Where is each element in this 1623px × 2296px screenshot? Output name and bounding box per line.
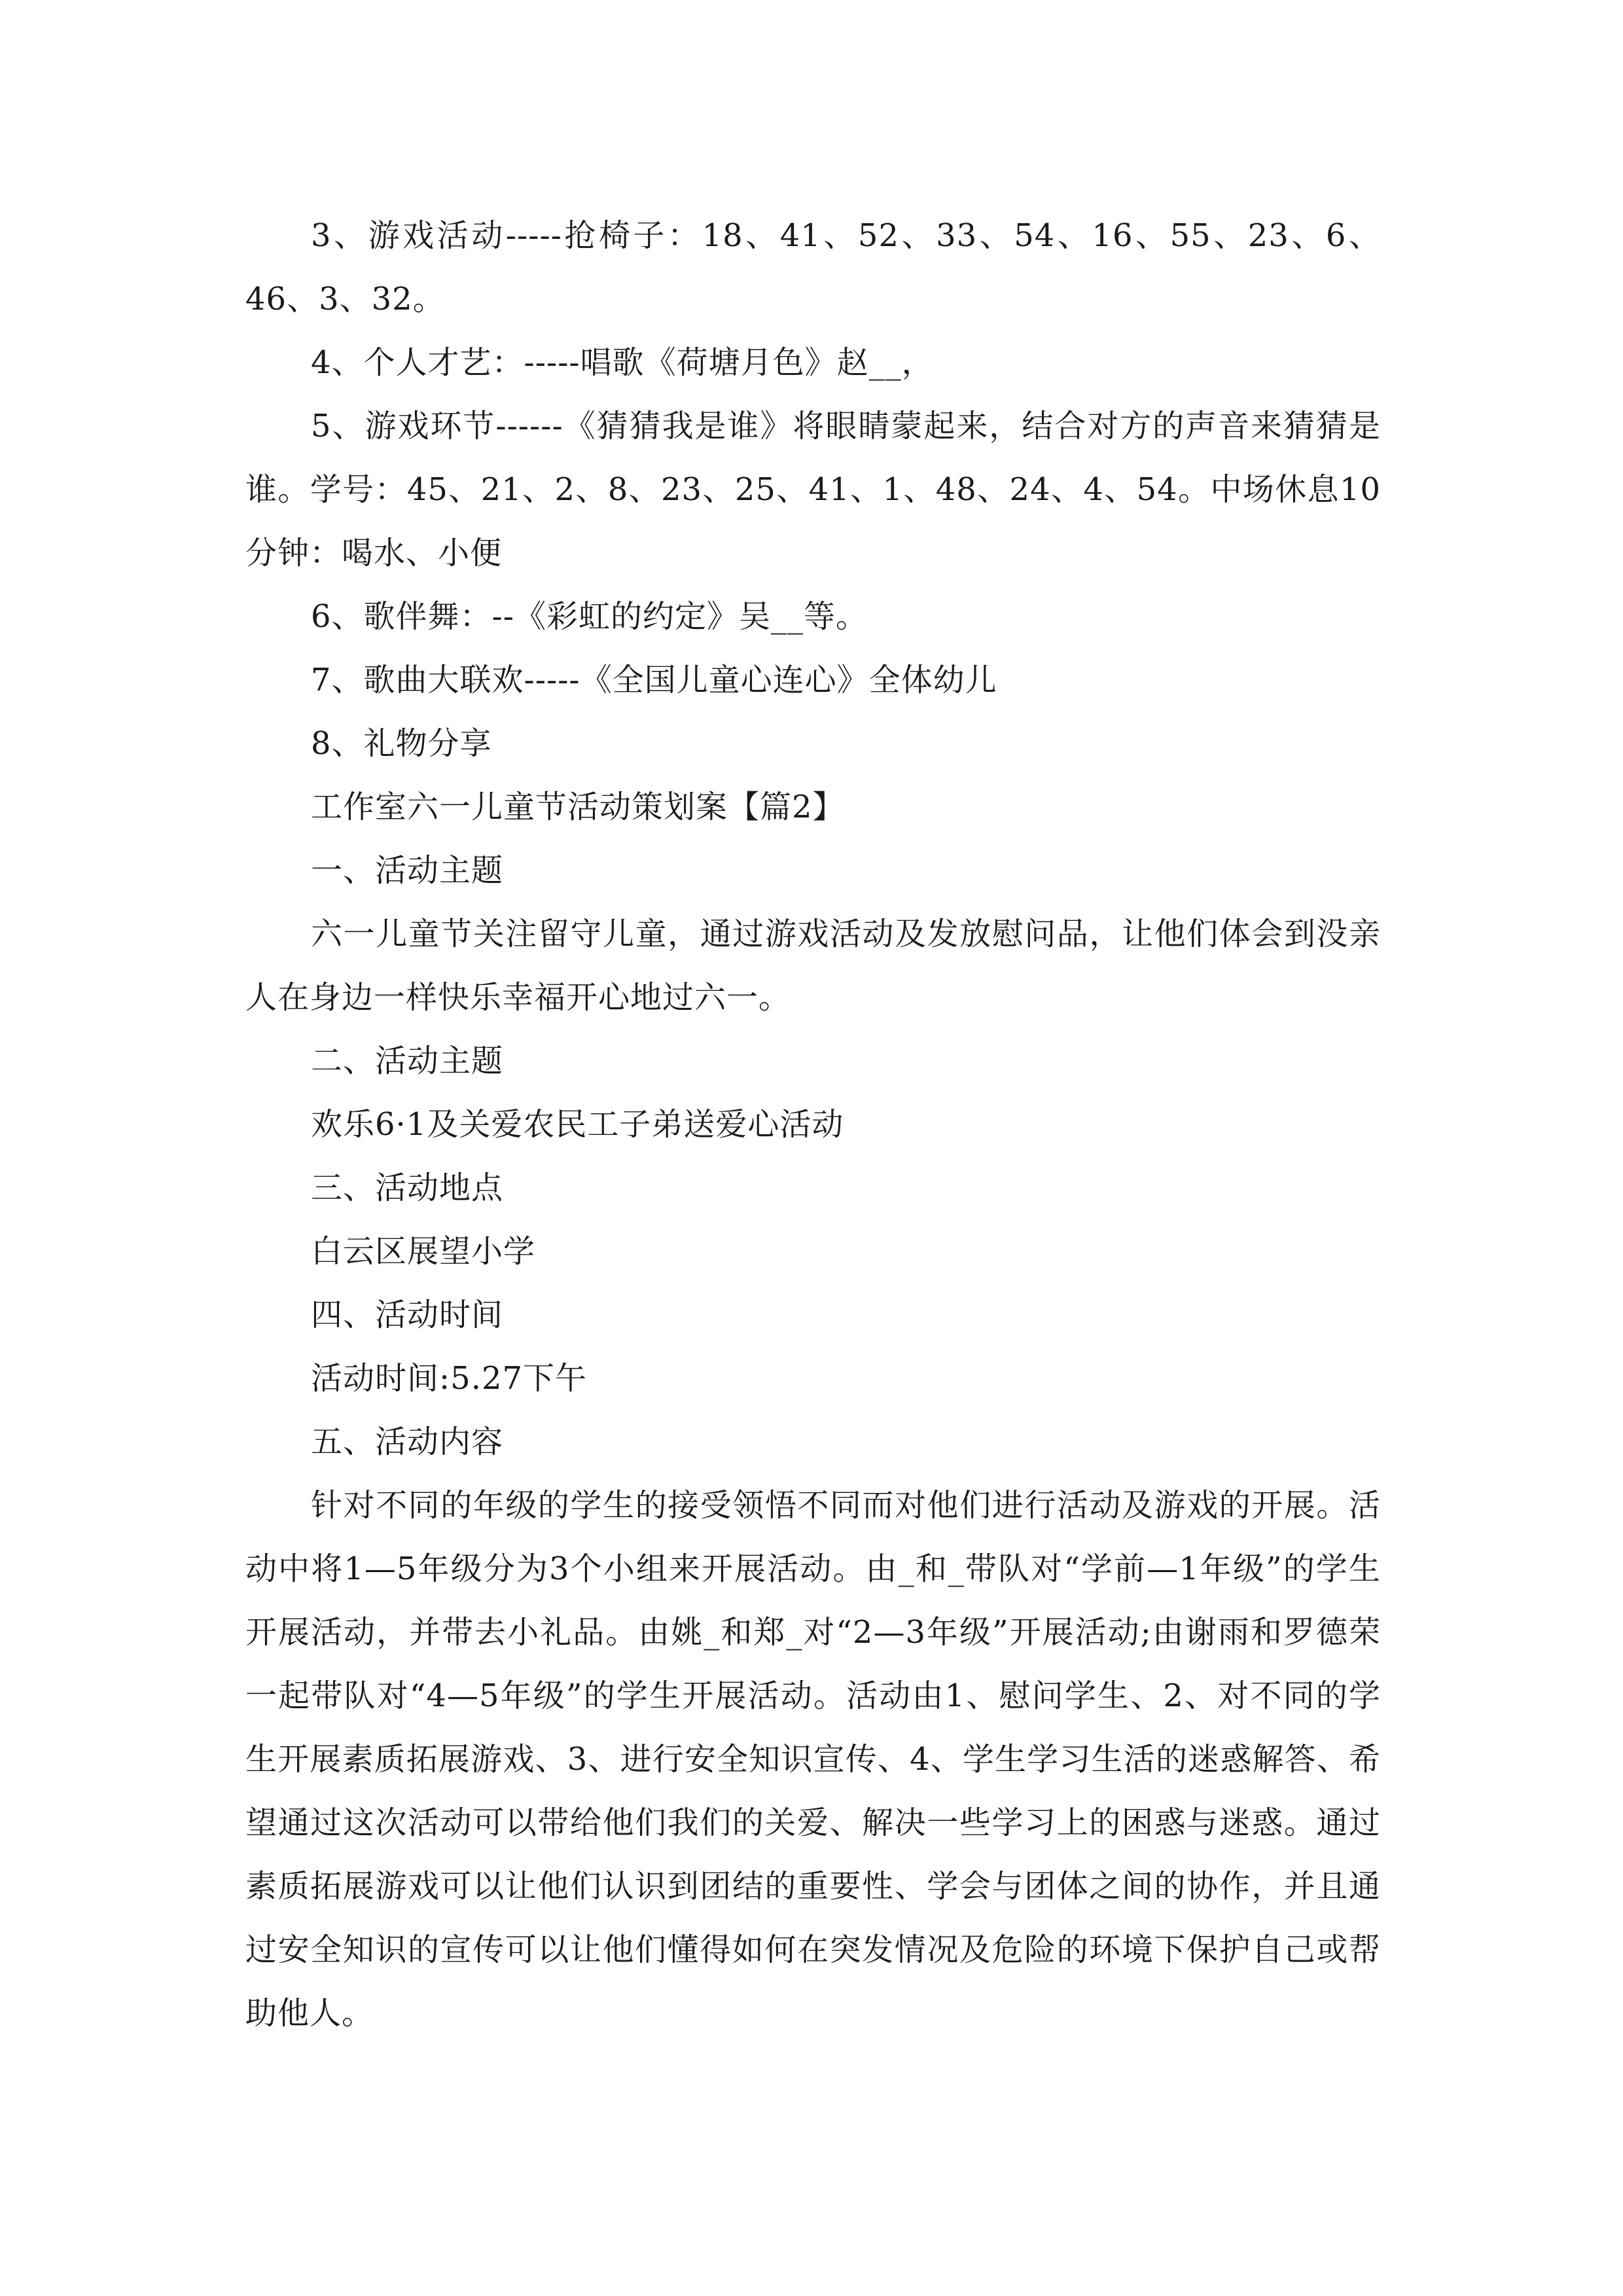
section-5-heading: 五、活动内容	[311, 1424, 504, 1460]
document-body	[245, 204, 1381, 2045]
section-4-body: 活动时间:5.27下午	[311, 1360, 588, 1397]
section-2-heading: 二、活动主题	[311, 1043, 504, 1079]
item-3-game-chairs: 3、游戏活动-----抢椅子：18、41、52、33、54、16、55、23、6、46、3、32。	[245, 217, 1381, 317]
item-8-gift-sharing: 8、礼物分享	[311, 725, 492, 762]
section-1-heading: 一、活动主题	[311, 852, 504, 889]
article-title: 工作室六一儿童节活动策划案【篇2】	[311, 789, 845, 825]
item-4-talent: 4、个人才艺：-----唱歌《荷塘月色》赵__，	[311, 344, 934, 381]
item-6-song-dance: 6、歌伴舞：--《彩虹的约定》吴__等。	[311, 598, 868, 635]
item-5-guess-game: 5、游戏环节------《猜猜我是谁》将眼睛蒙起来，结合对方的声音来猜猜是谁。学号：45、21、2、8、23、25、41、1、48、24、4、54。中场休息10分钟：喝水、小便	[245, 408, 1381, 571]
section-5-body: 针对不同的年级的学生的接受领悟不同而对他们进行活动及游戏的开展。活动中将1—5年级分为3个小组来开展活动。由_和_带队对“学前—1年级”的学生开展活动，并带去小礼品。由姚_和郑_对“2—3年级”开展活动;由谢雨和罗德荣一起带队对“4—5年级”的学生开展活动。活动由1、慰问学生、2、对不同的学生开展素质拓展游戏、3、进行安全知识宣传、4、学生学习生活的迷惑解答、希望通过这次活动可以带给他们我们的关爱、解决一些学习上的困惑与迷惑。通过素质拓展游戏可以让他们认识到团结的重要性、学会与团体之间的协作，并且通过安全知识的宣传可以让他们懂得如何在突发情况及危险的环境下保护自己或帮助他人。	[245, 1487, 1381, 2032]
section-2-body: 欢乐6·1及关爱农民工子弟送爱心活动	[311, 1106, 844, 1143]
section-3-heading: 三、活动地点	[311, 1170, 504, 1206]
item-7-song-medley: 7、歌曲大联欢-----《全国儿童心连心》全体幼儿	[311, 662, 997, 698]
section-3-body: 白云区展望小学	[311, 1233, 536, 1270]
section-4-heading: 四、活动时间	[311, 1297, 504, 1333]
section-1-body: 六一儿童节关注留守儿童，通过游戏活动及发放慰问品，让他们体会到没亲人在身边一样快乐幸福开心地过六一。	[245, 916, 1381, 1016]
